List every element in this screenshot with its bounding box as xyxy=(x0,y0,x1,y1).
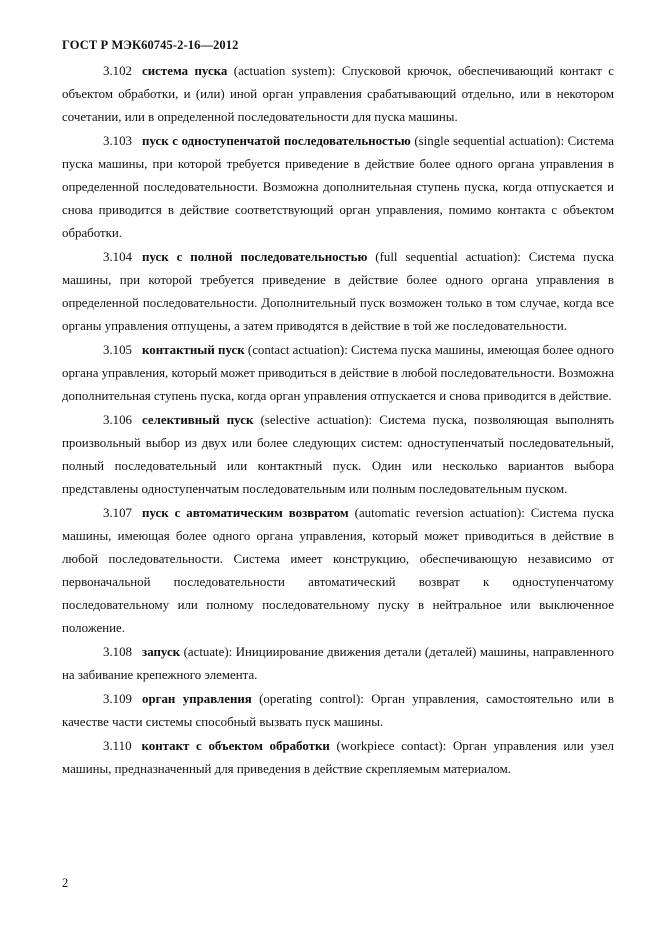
entry-term: пуск с полной последовательностью xyxy=(142,250,368,264)
entry-number: 3.103 xyxy=(103,134,133,148)
definition-entry xyxy=(62,130,614,245)
entry-text: (actuation system): Спусковой крючок, обеспечивающий контакт с объектом обработки, и (или) иной орган управления срабатывающий отдельно, или в некотором сочетании, или в определенной последовательности для пуска машины. xyxy=(62,64,614,124)
entry-term: пуск с одноступенчатой последовательностью xyxy=(142,134,411,148)
entry-text: (contact actuation): Система пуска машины, имеющая более одного органа управления, который может приводиться в действие в любой последовательности. Возможна дополнительная ступень пуска, когда орган управления отпускается и снова приводится в действие. xyxy=(62,343,615,403)
page-number: 2 xyxy=(62,876,69,890)
entry-number: 3.110 xyxy=(103,739,132,753)
entry-number: 3.102 xyxy=(103,64,133,78)
entry-term: запуск xyxy=(142,645,181,659)
definition-entry xyxy=(62,688,614,734)
definitions-list xyxy=(62,60,614,782)
definition-entry xyxy=(62,339,614,408)
entry-text: (operating control): Орган управления, самостоятельно или в качестве части системы способный вызвать пуск машины. xyxy=(62,692,614,729)
entry-text: (full sequential actuation): Система пуска машины, при которой требуется приведение в действие более одного органа управления в определенной последовательности. Дополнительный пуск возможен только в том случае, когда все органы управления отпущены, а затем приводятся в действие в той же последовательности. xyxy=(62,250,614,333)
definition-entry xyxy=(62,60,614,129)
entry-number: 3.106 xyxy=(103,413,133,427)
definition-entry xyxy=(62,735,614,781)
entry-number: 3.109 xyxy=(103,692,133,706)
definition-entry xyxy=(62,502,614,640)
entry-term: контактный пуск xyxy=(142,343,245,357)
entry-term: система пуска xyxy=(142,64,228,78)
document-header: ГОСТ Р МЭК60745-2-16—2012 xyxy=(62,38,239,52)
entry-text: (actuate): Инициирование движения детали (деталей) машины, направленного на забивание крепежного элемента. xyxy=(62,645,614,682)
definition-entry xyxy=(62,409,614,501)
definition-entry xyxy=(62,246,614,338)
definition-entry xyxy=(62,641,614,687)
entry-term: орган управления xyxy=(142,692,252,706)
entry-number: 3.107 xyxy=(103,506,133,520)
entry-term: пуск с автоматическим возвратом xyxy=(142,506,349,520)
entry-text: (selective actuation): Система пуска, позволяющая выполнять произвольный выбор из двух или более следующих систем: одноступенчатый последовательный, полный последовательный или контактный пуск. Один или несколько вариантов выбора представлены одноступенчатым последовательным или полным последовательным пуском. xyxy=(62,413,615,496)
entry-text: (single sequential actuation): Система пуска машины, при которой требуется приведение в действие более одного органа управления в определенной последовательности. Возможна дополнительная ступень пуска, когда отпускается и снова приводится в действие соответствующий орган управления, помимо контакта с объектом обработки. xyxy=(62,134,614,240)
entry-term: контакт с объектом обработки xyxy=(141,739,330,753)
entry-text: (workpiece contact): Орган управления или узел машины, предназначенный для приведения в действие скрепляемым материалом. xyxy=(62,739,614,776)
entry-number: 3.105 xyxy=(103,343,133,357)
entry-text: (automatic reversion actuation): Система пуска машины, имеющая более одного органа управления, который может приводиться в действие в любой последовательности. Система имеет конструкцию, обеспечивающую независимо от первоначальной последовательности автоматический возврат к одноступенчатому последовательному или полному последовательному пуску в нейтральное или выключенное положение. xyxy=(62,506,614,635)
entry-term: селективный пуск xyxy=(142,413,254,427)
entry-number: 3.108 xyxy=(103,645,133,659)
entry-number: 3.104 xyxy=(103,250,133,264)
